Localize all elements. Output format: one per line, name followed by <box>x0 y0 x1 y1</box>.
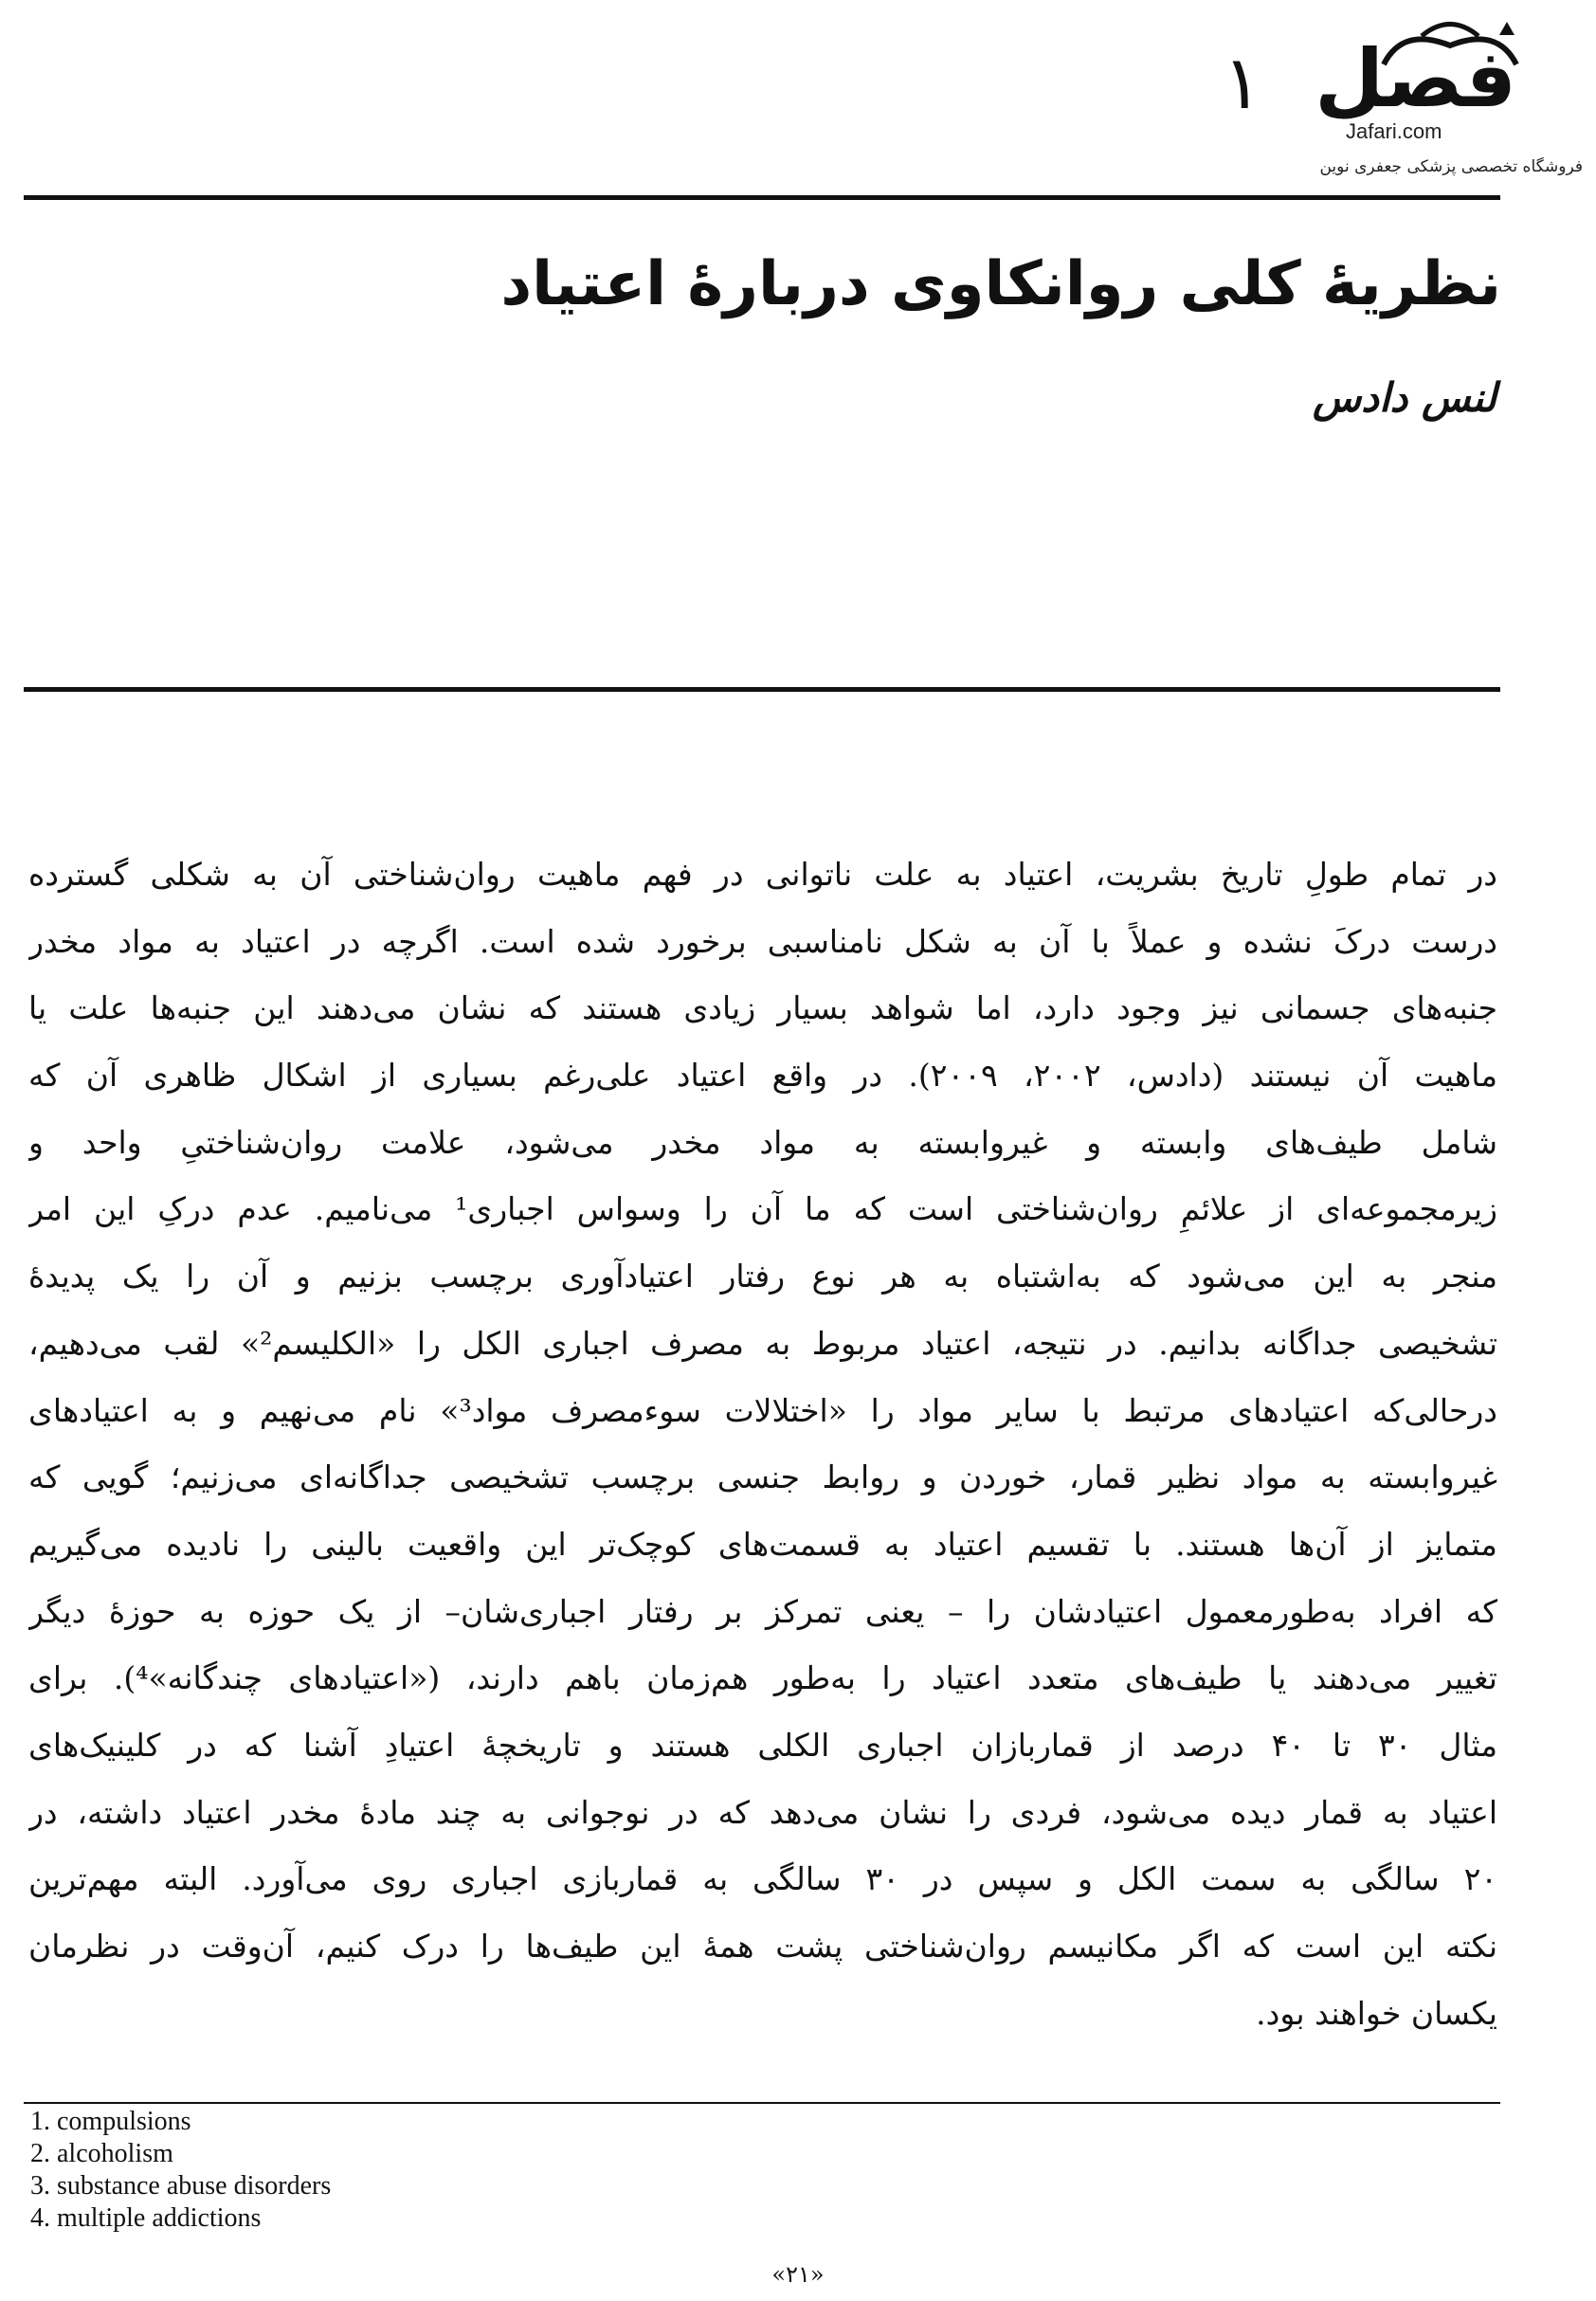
body-line: نکته این است که اگر مکانیسم روان‌شناختی پشت همۀ این طیف‌ها را درک کنیم، آن‌وقت در نظرمان <box>28 1928 1497 1965</box>
body-line: تغییر می‌دهند یا طیف‌های متعدد اعتیاد را به‌طور هم‌زمان باهم دارند، («اعتیادهای چندگانه»⁴). برای <box>28 1659 1497 1697</box>
body-line: ماهیت آن نیستند (دادس، ۲۰۰۲، ۲۰۰۹). در واقع اعتیاد علی‌رغم بسیاری از اشکال ظاهری آن که <box>28 1057 1497 1095</box>
body-line: اعتیاد به قمار دیده می‌شود، فردی را نشان می‌دهد که در نوجوانی به چند مادۀ مخدر اعتیاد داشته، در <box>28 1793 1497 1831</box>
footnote: 2. alcoholism <box>30 2139 173 2168</box>
shop-domain: Jafari.com <box>1346 119 1442 143</box>
body-line: متمایز از آن‌ها هستند. با تقسیم اعتیاد به قسمت‌های کوچک‌تر این واقعیت بالینی را نادیده می‌گیریم <box>28 1525 1497 1563</box>
chapter-number: ۱ <box>1223 41 1262 126</box>
body-line: شامل طیف‌های وابسته و غیروابسته به مواد مخدر می‌شود، علامت روان‌شناختیِ واحد و <box>28 1123 1497 1161</box>
chapter-header <box>1223 17 1583 183</box>
top-divider <box>24 195 1500 200</box>
body-line: یکسان خواهند بود. <box>1256 1994 1497 2032</box>
body-line: منجر به این می‌شود که به‌اشتباه به هر نوع رفتار اعتیادآوری برچسب بزنیم و آن را یک پدیدۀ <box>28 1258 1497 1295</box>
body-line: درست درکَ نشده و عملاً با آن به شکل نامناسبی برخورد شده است. اگرچه در اعتیاد به مواد مخدر <box>28 922 1497 960</box>
body-line: در تمام طولِ تاریخ بشریت، اعتیاد به علت ناتوانی در فهم ماهیت روان‌شناختی آن به شکلی گسترده <box>28 856 1497 893</box>
body-line: مثال ۳۰ تا ۴۰ درصد از قماربازان اجباری الکلی هستند و تاریخچۀ اعتیادِ آشنا که در کلینیک‌های <box>28 1726 1497 1764</box>
chapter-author: لنس دادس <box>1313 374 1496 421</box>
body-paragraph <box>28 842 1497 2047</box>
body-line: زیرمجموعه‌ای از علائمِ روان‌شناختی است که ما آن را وسواس اجباری¹ می‌نامیم. عدم درکِ این امر <box>28 1190 1497 1228</box>
footnotes <box>30 2106 331 2235</box>
shop-name: فروشگاه تخصصی پزشکی جعفری نوین <box>1319 157 1583 176</box>
body-line: تشخیصی جداگانه بدانیم. در نتیجه، اعتیاد مربوط به مصرف اجباری الکل را «الکلیسم²» لقب می‌دهیم، <box>28 1324 1497 1362</box>
body-line: که افراد به‌طورمعمول اعتیادشان را – یعنی تمرکز بر رفتار اجباری‌شان– از یک حوزه به حوزۀ دیگر <box>28 1592 1497 1630</box>
footnote: 3. substance abuse disorders <box>30 2171 332 2201</box>
body-line: درحالی‌که اعتیادهای مرتبط با سایر مواد را «اختلالات سوءمصرف مواد³» نام می‌نهیم و به اعتیادهای <box>28 1391 1497 1429</box>
page-number: «۲۱» <box>771 2261 825 2288</box>
chapter-label: فصل <box>1315 32 1516 125</box>
footnote: 1. compulsions <box>30 2107 191 2136</box>
body-line: غیروابسته به مواد نظیر قمار، خوردن و روابط جنسی برچسب تشخیصی جداگانه‌ای می‌زنیم؛ گویی که <box>28 1459 1497 1496</box>
body-line: ۲۰ سالگی به سمت الکل و سپس در ۳۰ سالگی به قماربازی اجباری روی می‌آورد. البته مهم‌ترین <box>28 1860 1497 1898</box>
chapter-title: نظریۀ کلی روانکاوی دربارۀ اعتیاد <box>500 249 1501 319</box>
footnote: 4. multiple addictions <box>30 2203 262 2233</box>
title-divider <box>24 687 1500 692</box>
body-line: جنبه‌های جسمانی نیز وجود دارد، اما شواهد بسیار زیادی هستند که نشان می‌دهند این جنبه‌ها علت یا <box>28 989 1497 1027</box>
footnote-divider <box>24 2102 1500 2104</box>
